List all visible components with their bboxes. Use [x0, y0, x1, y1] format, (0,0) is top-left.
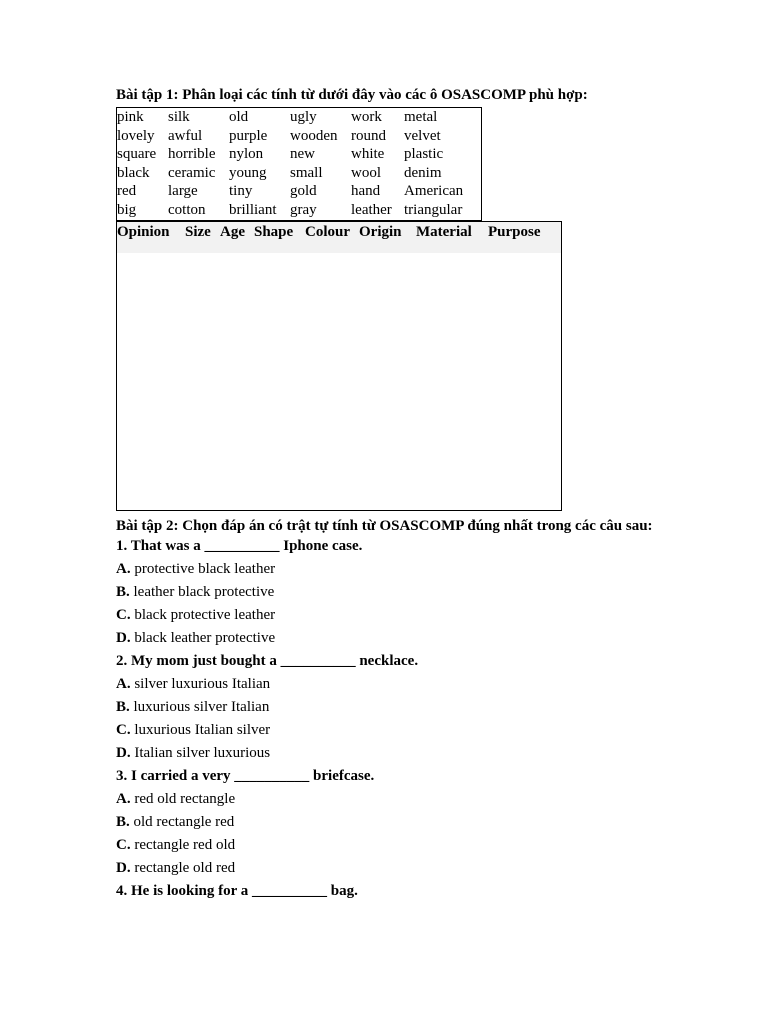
question-list: [116, 535, 656, 903]
word-cell: small: [290, 164, 323, 181]
option-text: leather black protective: [133, 583, 275, 600]
exercise1-title: Bài tập 1: Phân loại các tính từ dưới đây vào các ô OSASCOMP phù hợp:: [116, 87, 588, 103]
word-cell: work: [351, 109, 382, 125]
word-cell: wooden: [290, 127, 338, 144]
category-opinion: Opinion: [117, 223, 170, 240]
option-text: silver luxurious Italian: [134, 675, 271, 692]
word-cell: triangular: [404, 201, 463, 218]
word-bank-table: [116, 107, 482, 221]
answer-option[interactable]: [116, 811, 656, 834]
word-cell: old: [229, 109, 249, 125]
word-bank-row: [117, 182, 482, 201]
word-bank-row: [117, 201, 482, 220]
category-colour: Colour: [305, 223, 350, 240]
word-cell: wool: [351, 164, 381, 181]
category-origin: Origin: [359, 223, 402, 240]
category-material: Material: [416, 223, 472, 240]
category-size: Size: [185, 223, 211, 240]
answer-option[interactable]: [116, 604, 656, 627]
word-cell: gold: [290, 183, 317, 200]
word-cell: silk: [168, 109, 190, 125]
word-cell: horrible: [168, 146, 216, 163]
category-shape: Shape: [254, 223, 294, 240]
option-letter: B.: [116, 813, 130, 830]
word-cell: ugly: [290, 109, 317, 125]
word-cell: ceramic: [168, 164, 216, 181]
word-cell: red: [117, 183, 137, 200]
category-purpose: Purpose: [488, 223, 541, 240]
question-text: 2. My mom just bought a __________ necklace.: [116, 652, 419, 669]
word-cell: hand: [351, 183, 381, 200]
word-bank-row: [117, 108, 482, 127]
word-bank-row: [117, 127, 482, 146]
answer-option[interactable]: [116, 696, 656, 719]
answer-option[interactable]: [116, 834, 656, 857]
word-cell: awful: [168, 127, 203, 144]
option-text: black protective leather: [134, 606, 276, 623]
exercise2-title: Bài tập 2: Chọn đáp án có trật tự tính từ OSASCOMP đúng nhất trong các câu sau:: [116, 517, 653, 534]
option-text: red old rectangle: [134, 790, 236, 807]
word-cell: large: [168, 183, 198, 200]
option-text: rectangle old red: [134, 859, 236, 876]
category-age: Age: [220, 223, 245, 240]
option-text: luxurious Italian silver: [134, 721, 271, 738]
osascomp-table: [116, 221, 562, 511]
option-letter: B.: [116, 698, 130, 715]
word-cell: black: [117, 164, 150, 181]
option-letter: D.: [116, 744, 131, 761]
word-cell: cotton: [168, 201, 206, 218]
answer-option[interactable]: [116, 581, 656, 604]
answer-option[interactable]: [116, 857, 656, 880]
option-text: protective black leather: [134, 560, 276, 577]
option-letter: D.: [116, 859, 131, 876]
answer-option[interactable]: [116, 627, 656, 650]
answer-option[interactable]: [116, 558, 656, 581]
option-letter: D.: [116, 629, 131, 646]
word-cell: brilliant: [229, 201, 277, 218]
option-letter: C.: [116, 836, 131, 853]
document-page: [116, 86, 656, 903]
option-letter: A.: [116, 560, 131, 577]
answer-option[interactable]: [116, 788, 656, 811]
question-text: 1. That was a __________ Iphone case.: [116, 537, 363, 554]
word-cell: American: [404, 183, 464, 200]
option-letter: A.: [116, 675, 131, 692]
word-cell: purple: [229, 127, 268, 144]
option-letter: B.: [116, 583, 130, 600]
word-cell: velvet: [404, 127, 441, 144]
answer-option[interactable]: [116, 742, 656, 765]
option-letter: C.: [116, 721, 131, 738]
question-text: 3. I carried a very __________ briefcase.: [116, 767, 375, 784]
option-text: luxurious silver Italian: [133, 698, 270, 715]
option-letter: C.: [116, 606, 131, 623]
word-cell: round: [351, 127, 386, 144]
word-cell: new: [290, 146, 315, 163]
answer-option[interactable]: [116, 673, 656, 696]
option-text: black leather protective: [134, 629, 276, 646]
word-cell: metal: [404, 109, 438, 125]
word-cell: denim: [404, 164, 442, 181]
word-cell: lovely: [117, 127, 155, 144]
word-cell: plastic: [404, 146, 444, 163]
word-cell: tiny: [229, 183, 253, 200]
word-cell: big: [117, 201, 137, 218]
word-bank-row: [117, 164, 482, 183]
word-cell: nylon: [229, 146, 264, 163]
option-text: Italian silver luxurious: [134, 744, 271, 761]
option-text: old rectangle red: [133, 813, 235, 830]
word-bank-row: [117, 145, 482, 164]
word-cell: pink: [117, 109, 144, 125]
word-cell: white: [351, 146, 385, 163]
word-cell: square: [117, 146, 157, 163]
word-cell: young: [229, 164, 267, 181]
option-text: rectangle red old: [134, 836, 236, 853]
osascomp-header-row: [117, 222, 561, 253]
question-text: 4. He is looking for a __________ bag.: [116, 882, 358, 899]
answer-option[interactable]: [116, 719, 656, 742]
word-cell: gray: [290, 201, 317, 218]
word-cell: leather: [351, 201, 392, 218]
option-letter: A.: [116, 790, 131, 807]
